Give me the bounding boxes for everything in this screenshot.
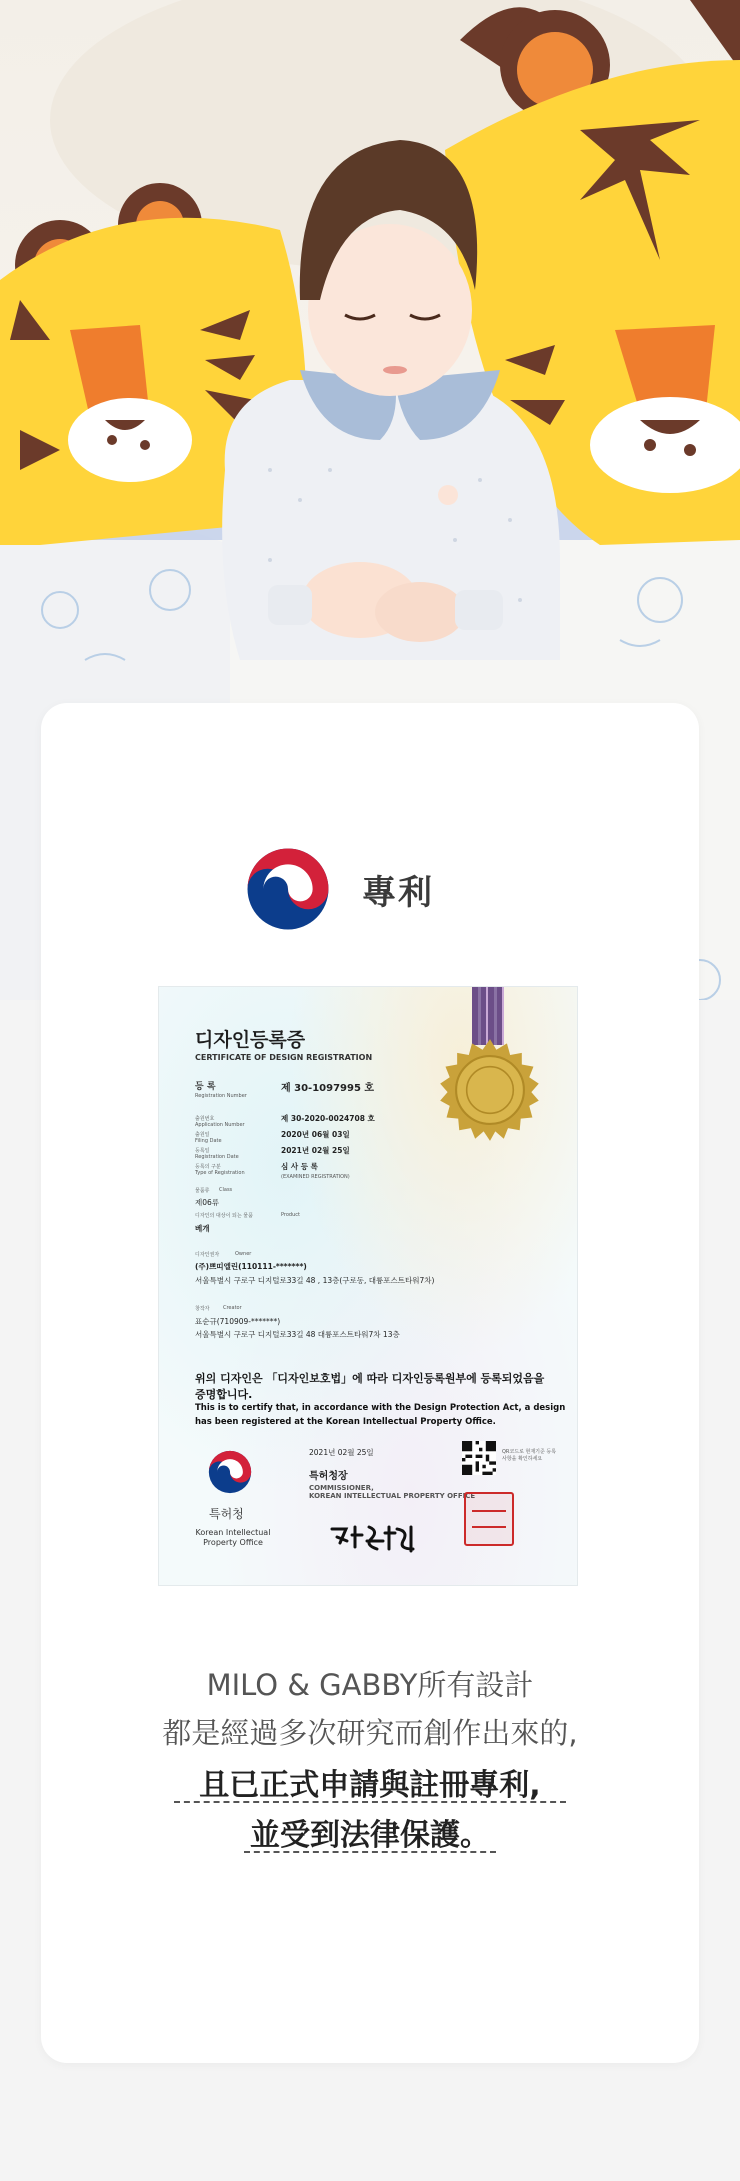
- creator-label-en: Creator: [223, 1305, 242, 1311]
- class-value: 제06류: [195, 1198, 220, 1207]
- description-line-3: 且已正式申請與註冊專利,: [199, 1768, 541, 1803]
- body-korean-1: 위의 디자인은 「디자인보호법」에 따라 디자인등록원부에 등록되었음을: [195, 1372, 545, 1385]
- kipo-emblem-icon: [207, 1449, 253, 1495]
- type-label-en: Type of Registration: [195, 1170, 245, 1176]
- creator-address: 서울특별시 구로구 디지털로33길 48 대륭포스트타워7차 13층: [195, 1330, 400, 1339]
- regdate-value: 2021년 02월 25일: [281, 1146, 350, 1155]
- type-label: 등록의 구분: [195, 1164, 221, 1170]
- owner-address: 서울특별시 구로구 디지털로33길 48 , 13층(구로동, 대륭포스트타워7차): [195, 1276, 435, 1285]
- official-stamp: [464, 1492, 514, 1546]
- product-value: 베개: [195, 1224, 210, 1233]
- kipo-korean: 특허청: [209, 1507, 244, 1521]
- filing-label-en: Filing Date: [195, 1138, 222, 1144]
- regdate-label-en: Registration Date: [195, 1154, 239, 1160]
- type-value: 심 사 등 록: [281, 1162, 318, 1171]
- class-label: 물품류: [195, 1188, 210, 1194]
- body-english-1: This is to certify that, in accordance with the Design Protection Act, a design: [195, 1403, 566, 1413]
- filing-value: 2020년 06월 03일: [281, 1130, 350, 1139]
- commissioner-english-2: KOREAN INTELLECTUAL PROPERTY OFFICE: [309, 1492, 476, 1500]
- certificate-subtitle: CERTIFICATE OF DESIGN REGISTRATION: [195, 1053, 373, 1062]
- product-label-en: Product: [281, 1212, 300, 1218]
- reg-value: 제 30-1097995 호: [281, 1083, 375, 1094]
- description-line-2: 都是經過多次研究而創作出來的,: [162, 1716, 578, 1750]
- creator-label: 창작자: [195, 1306, 210, 1312]
- commissioner-korean: 특허청장: [309, 1471, 348, 1482]
- description-line-4: 並受到法律保護。: [250, 1818, 490, 1853]
- patent-title: 專利: [362, 872, 434, 913]
- underline-1: [174, 1801, 566, 1803]
- patent-card: [41, 703, 699, 2063]
- body-english-2: has been registered at the Korean Intellectual Property Office.: [195, 1417, 496, 1427]
- kipo-english: Korean Intellectual Property Office: [195, 1528, 271, 1547]
- signature: [327, 1519, 427, 1559]
- reg-label: 등 록: [195, 1082, 216, 1092]
- filing-label: 출원일: [195, 1132, 210, 1138]
- korea-taegeuk-emblem-icon: [244, 845, 332, 933]
- design-registration-certificate: [158, 986, 578, 1586]
- regdate-label: 등록일: [195, 1148, 210, 1154]
- owner-name: (주)쁘띠엘린(110111-*******): [195, 1262, 307, 1271]
- reg-label-en: Registration Number: [195, 1093, 247, 1099]
- creator-name: 표순규(710909-*******): [195, 1317, 281, 1326]
- qr-code-icon: [462, 1441, 496, 1475]
- gold-seal-icon: [437, 1037, 543, 1143]
- app-value: 제 30-2020-0024708 호: [281, 1114, 375, 1123]
- body-korean-2: 증명합니다.: [195, 1388, 253, 1401]
- app-label: 출원번호: [195, 1116, 215, 1122]
- class-label-en: Class: [219, 1187, 233, 1193]
- qr-note: QR코드로 현재기준 등록사항을 확인하세요: [502, 1449, 557, 1462]
- product-label: 디자인의 대상이 되는 물품: [195, 1213, 253, 1219]
- type-value-en: (EXAMINED REGISTRATION): [281, 1174, 350, 1180]
- owner-label-en: Owner: [235, 1251, 252, 1257]
- app-label-en: Application Number: [195, 1122, 245, 1128]
- owner-label: 디자인권자: [195, 1252, 220, 1258]
- underline-2: [244, 1851, 496, 1853]
- issue-date: 2021년 02월 25일: [309, 1448, 374, 1457]
- certificate-title: 디자인등록증: [195, 1029, 306, 1051]
- description-line-1: MILO & GABBY所有設計: [206, 1668, 534, 1702]
- patent-badge: [244, 845, 434, 933]
- commissioner-english-1: COMMISSIONER,: [309, 1484, 374, 1492]
